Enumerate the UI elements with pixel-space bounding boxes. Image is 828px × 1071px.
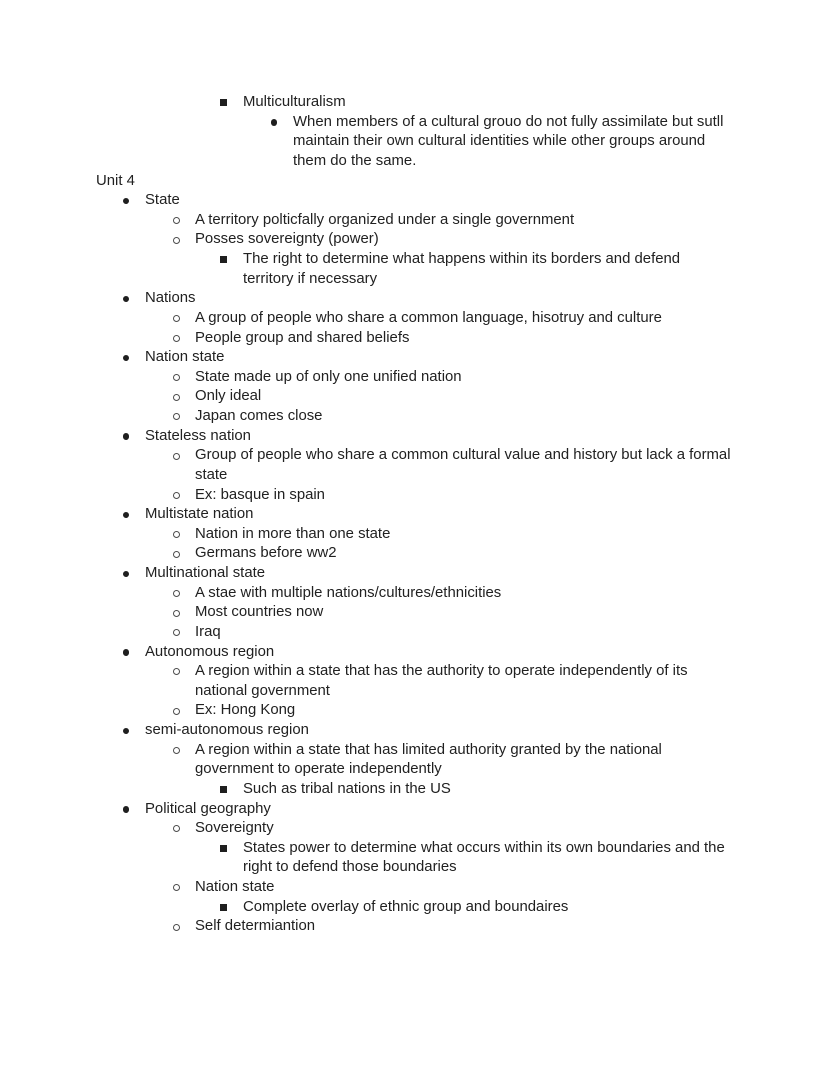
list-item[interactable] [195, 407, 737, 427]
list-item[interactable] [145, 427, 732, 447]
circle-bullet-icon [173, 551, 180, 558]
list-item[interactable] [195, 368, 737, 388]
disc-bullet-icon [123, 198, 129, 204]
list-item[interactable] [195, 230, 737, 250]
list-item-text: Ex: basque in spain [195, 486, 325, 503]
disc-bullet-icon [123, 728, 129, 734]
list-item-text: Japan comes close [195, 408, 323, 424]
circle-bullet-icon [173, 924, 180, 931]
circle-bullet-icon [173, 374, 180, 381]
square-bullet-icon [220, 99, 227, 106]
list-item[interactable] [195, 584, 737, 604]
circle-bullet-icon [173, 315, 180, 322]
list-item-text: A region within a state that has limited authority granted by the national government to operate independently [195, 741, 662, 778]
list-item-text: Nation state [195, 879, 275, 895]
list-item-text: People group and shared beliefs [195, 329, 410, 346]
disc-bullet-icon [123, 806, 129, 812]
list-item[interactable] [293, 113, 732, 172]
circle-bullet-icon [173, 590, 180, 597]
square-bullet-icon [220, 786, 227, 793]
list-item-text: A region within a state that has the authority to operate independently of its national government [195, 663, 688, 699]
circle-bullet-icon [173, 394, 180, 401]
circle-bullet-icon [173, 237, 180, 244]
list-item-text: Iraq [195, 623, 221, 640]
list-item-text: Stateless nation [145, 427, 251, 444]
circle-bullet-icon [173, 668, 180, 675]
document-content [0, 93, 828, 937]
list-item-text: Nation in more than one state [195, 525, 391, 542]
list-item[interactable] [145, 721, 732, 741]
circle-bullet-icon [173, 708, 180, 715]
list-item-text: Complete overlay of ethnic group and boundaires [243, 898, 569, 915]
list-item[interactable] [145, 643, 732, 663]
list-item[interactable] [243, 93, 727, 113]
circle-bullet-icon [173, 747, 180, 754]
text-line[interactable] [96, 172, 732, 192]
list-item-text: Most countries now [195, 604, 324, 621]
circle-bullet-icon [173, 884, 180, 891]
disc-bullet-icon [123, 433, 129, 439]
list-item-text: Germans before ww2 [195, 545, 337, 562]
list-item[interactable] [195, 603, 737, 623]
list-item[interactable] [195, 446, 737, 485]
list-item-text: Self determiantion [195, 918, 316, 935]
list-item[interactable] [195, 741, 737, 780]
list-item-text: A stae with multiple nations/cultures/ethnicities [195, 584, 502, 601]
list-item[interactable] [145, 800, 732, 820]
disc-bullet-icon [123, 296, 129, 302]
list-item[interactable] [195, 211, 737, 231]
list-item-text: State [145, 192, 180, 209]
list-item[interactable] [243, 250, 727, 289]
list-item-text: Multiculturalism [243, 94, 346, 110]
list-item-text: The right to determine what happens within its borders and defend territory if necessary [243, 251, 681, 287]
disc-bullet-icon [123, 649, 129, 655]
list-item-text: Multinational state [145, 565, 266, 581]
disc-bullet-icon [123, 571, 129, 577]
circle-bullet-icon [173, 492, 180, 499]
list-item[interactable] [145, 348, 732, 368]
square-bullet-icon [220, 845, 227, 852]
disc-bullet-icon [123, 355, 129, 361]
list-item[interactable] [195, 525, 737, 545]
list-item[interactable] [195, 623, 737, 643]
disc-bullet-icon [271, 119, 277, 125]
list-item-text: Political geography [145, 800, 271, 817]
list-item-text: Unit 4 [96, 172, 135, 189]
list-item-text: Multistate nation [145, 506, 254, 523]
list-item[interactable] [243, 898, 727, 918]
circle-bullet-icon [173, 413, 180, 420]
list-item-text: Such as tribal nations in the US [243, 780, 451, 797]
list-item[interactable] [195, 309, 737, 329]
list-item[interactable] [195, 917, 737, 937]
list-item-text: State made up of only one unified nation [195, 368, 462, 385]
list-item[interactable] [195, 329, 737, 349]
circle-bullet-icon [173, 453, 180, 460]
list-item-text: Posses sovereignty (power) [195, 231, 379, 248]
list-item-text: Nation state [145, 349, 225, 366]
list-item[interactable] [243, 839, 727, 878]
list-item[interactable] [195, 387, 737, 407]
list-item-text: Group of people who share a common cultural value and history but lack a formal state [195, 447, 731, 483]
circle-bullet-icon [173, 629, 180, 636]
list-item-text: Ex: Hong Kong [195, 702, 296, 719]
list-item-text: A group of people who share a common language, hisotruy and culture [195, 309, 662, 326]
list-item[interactable] [145, 191, 732, 211]
disc-bullet-icon [123, 512, 129, 518]
circle-bullet-icon [173, 531, 180, 538]
list-item[interactable] [145, 289, 732, 309]
circle-bullet-icon [173, 335, 180, 342]
circle-bullet-icon [173, 217, 180, 224]
list-item[interactable] [195, 662, 737, 701]
circle-bullet-icon [173, 610, 180, 617]
list-item-text: Only ideal [195, 388, 262, 405]
list-item-text: Sovereignty [195, 820, 274, 837]
list-item-text: States power to determine what occurs within its own boundaries and the right to defend those boundaries [243, 839, 725, 876]
list-item[interactable] [195, 701, 737, 721]
list-item-text: semi-autonomous region [145, 722, 309, 738]
list-item[interactable] [243, 780, 727, 800]
list-item-text: Autonomous region [145, 643, 275, 660]
list-item-text: When members of a cultural grouo do not fully assimilate but sutll maintain their own cultural identities while other groups around them do the same. [293, 113, 724, 169]
list-item[interactable] [195, 486, 737, 506]
list-item[interactable] [145, 564, 732, 584]
list-item[interactable] [145, 505, 732, 525]
list-item[interactable] [195, 878, 737, 898]
list-item-text: A territory polticfally organized under a single government [195, 211, 575, 228]
list-item-text: Nations [145, 290, 196, 307]
square-bullet-icon [220, 904, 227, 911]
circle-bullet-icon [173, 825, 180, 832]
list-item[interactable] [195, 544, 737, 564]
list-item[interactable] [195, 819, 737, 839]
square-bullet-icon [220, 256, 227, 263]
